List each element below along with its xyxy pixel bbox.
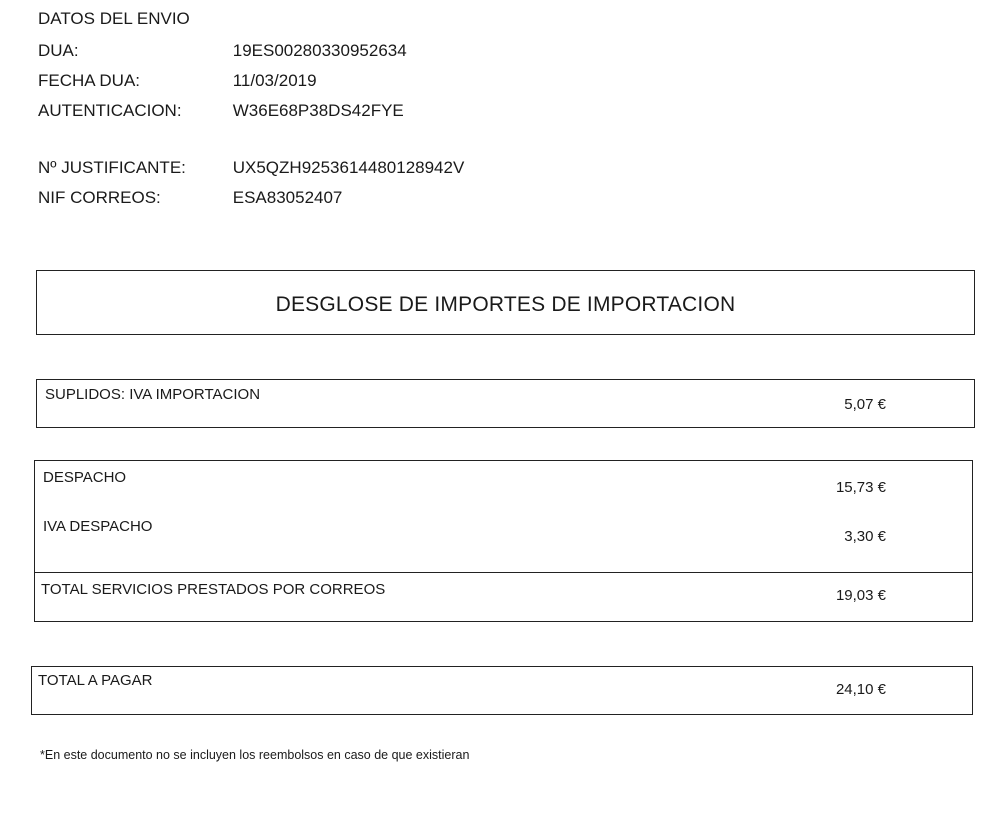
field-dua <box>38 41 407 61</box>
field-justificante-value: UX5QZH9253614480128942V <box>232 158 465 177</box>
field-dua-value: 19ES00280330952634 <box>232 41 407 60</box>
shipment-heading: DATOS DEL ENVIO <box>38 9 190 28</box>
field-autenticacion-label: AUTENTICACION: <box>38 101 182 120</box>
total-servicios-amount: 19,03 € <box>835 587 886 604</box>
total-pagar-label: TOTAL A PAGAR <box>38 672 153 689</box>
field-justificante <box>38 158 464 178</box>
suplidos-label: SUPLIDOS: IVA IMPORTACION <box>45 386 261 403</box>
breakdown-title: DESGLOSE DE IMPORTES DE IMPORTACION <box>275 293 736 316</box>
field-fecha-dua-label: FECHA DUA: <box>38 71 141 90</box>
field-autenticacion <box>38 101 404 121</box>
field-justificante-label: Nº JUSTIFICANTE: <box>38 158 186 177</box>
despacho-label: DESPACHO <box>43 469 127 486</box>
total-servicios-label: TOTAL SERVICIOS PRESTADOS POR CORREOS <box>41 581 386 598</box>
field-fecha-dua-value: 11/03/2019 <box>232 71 317 90</box>
services-divider <box>35 572 972 573</box>
iva-despacho-amount: 3,30 € <box>844 528 886 545</box>
footnote: *En este documento no se incluyen los reembolsos en caso de que existieran <box>40 748 470 762</box>
field-nif-correos-value: ESA83052407 <box>232 188 343 207</box>
iva-despacho-label: IVA DESPACHO <box>43 518 153 535</box>
field-autenticacion-value: W36E68P38DS42FYE <box>232 101 404 120</box>
suplidos-amount: 5,07 € <box>844 396 886 413</box>
field-nif-correos <box>38 188 342 208</box>
breakdown-title-box <box>36 270 975 335</box>
total-pagar-amount: 24,10 € <box>835 681 886 698</box>
field-nif-correos-label: NIF CORREOS: <box>38 188 161 207</box>
field-dua-label: DUA: <box>38 41 79 60</box>
services-box <box>34 460 973 622</box>
despacho-amount: 15,73 € <box>835 479 886 496</box>
total-pagar-box <box>31 666 973 715</box>
suplidos-box <box>36 379 975 428</box>
field-fecha-dua <box>38 71 317 91</box>
